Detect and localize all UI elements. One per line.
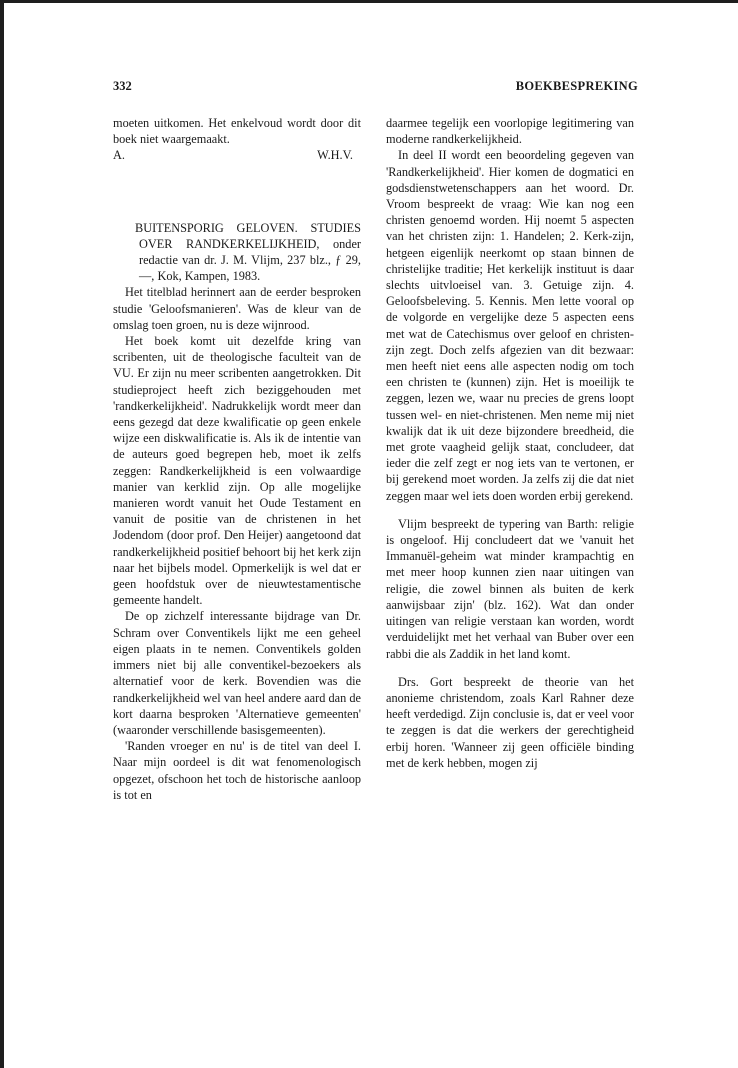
review-signature <box>113 147 361 163</box>
signature-author: W.H.V. <box>317 148 353 163</box>
paragraph: In deel II wordt een beoordeling gegeven van 'Randkerkelijkheid'. Hier komen de dogmatici en godsdienstwetenschappers aan het woord. Dr. Vroom bespreekt de vraag: Wie kan nog een christen genoemd worden. Hij noemt 5 aspecten van het christen zijn: 1. Handelen; 2. Kerk-zijn, hetgeen eigenlijk neerkomt op staan binnen de christelijke traditie; Het kerkelijk instituut is daar slechts uitvloeisel van. 3. Getuige zijn. 4. Geloofsbeleving. 5. Kennis. Men lette vooral op de volgorde en vergelijke deze 5 aspecten eens met wat de Catechismus over geloof en christen-zijn zegt. Doch zelfs afgezien van dit bezwaar: men heeft niet eens alle aspecten nodig om toch een christen te (kunnen) zijn. Het is moeilijk te zeggen, lezen we, waar nu precies de grens loopt tussen wel- en niet-christenen. Men neme mij niet kwalijk dat ik uit deze bijzondere breedheid, die met grote vaagheid gelijk staat, concludeer, dat ieder die zelf zegt er nog iets van te vertonen, er bij gerekend moet worden. Ja zelfs zij die dat niet zeggen maar wel iets doen worden erbij gerekend. <box>386 148 634 503</box>
scan-left-edge <box>0 0 4 1068</box>
paragraph-gap <box>386 504 634 516</box>
section-title: BOEKBESPREKING <box>515 79 638 93</box>
book-page <box>113 0 638 1068</box>
book-citation: BUITENSPORIG GELOVEN. STUDIES OVER RANDKERKELIJKHEID, onder redactie van dr. J. M. Vlijm, 237 blz., ƒ 29,—, Kok, Kampen, 1983. <box>135 220 361 284</box>
page-number: 332 <box>113 79 132 93</box>
paragraph: 'Randen vroeger en nu' is de titel van deel I. Naar mijn oordeel is dit wat fenomenologisch opgezet, ofschoon het toch de historische aanloop is tot en <box>113 739 361 802</box>
left-column <box>113 115 361 803</box>
paragraph: De op zichzelf interessante bijdrage van Dr. Schram over Conventikels lijkt me een geheel eigen plaats in te nemen. Conventikels golden immers niet bij alle conventikel-bezoekers als alternatief voor de kerk. Bovendien was die randkerkelijkheid wel van heel andere aard dan de kort daarna besproken 'Alternatieve gemeenten' (waaronder verschillende basisgemeenten). <box>113 609 361 737</box>
paragraph-gap <box>386 662 634 674</box>
paragraph: Het boek komt uit dezelfde kring van scribenten, uit de theologische faculteit van de VU. Er zijn nu meer scribenten aangetrokken. Dit studieproject heeft zich beziggehouden met 'randkerkelijkheid'. Nadrukkelijk wordt meer dan eens gezegd dat deze kwalificatie op geen enkele wijze een diskwalificatie is. Als ik de intentie van de auteurs goed begrepen heb, moet ik zelfs zeggen: Randkerkelijkheid is een volwaardige manier van kerklid zijn. Op alle mogelijke manieren wordt vanuit het Oude Testament en vanuit de positie van de christenen in het Jodendom (door prof. Den Heijer) aangetoond dat randkerkelijkheid positief behoort bij het kerk zijn naar het bijbels model. Opmerkelijk is wel dat er geen hoofdstuk over de nieuwtestamentische gemeente handelt. <box>113 334 361 608</box>
paragraph: Vlijm bespreekt de typering van Barth: religie is ongeloof. Hij concludeert dat we 'vanuit het Immanuël-geheim wat minder krampachtig en met meer hoop kunnen zien naar uitingen van religie, die zowel binnen als buiten de kerk aanwijsbaar zijn' (blz. 162). Wat dan onder uitingen van religie verstaan kan worden, wordt verduidelijkt met het verhaal van Buber over een rabbi die als Zaddik in het land komt. <box>386 516 634 661</box>
paragraph: Drs. Gort bespreekt de theorie van het anonieme christendom, zoals Karl Rahner deze heeft verdedigd. Zijn conclusie is, dat er veel voor te zeggen is dat die werkers der gerechtigheid erbij horen. 'Wanneer zij geen officiële binding met de kerk hebben, mogen zij <box>386 674 634 770</box>
paragraph: daarmee tegelijk een voorlopige legitimering van moderne randkerkelijkheid. <box>386 116 634 147</box>
signature-initial: A. <box>113 148 125 163</box>
paragraph: Het titelblad herinnert aan de eerder besproken studie 'Geloofsmanieren'. Was de kleur van de omslag toen groen, nu is deze wijnrood. <box>113 285 361 332</box>
carryover-text: moeten uitkomen. Het enkelvoud wordt door dit boek niet waargemaakt. <box>113 116 361 147</box>
right-column <box>386 115 634 771</box>
